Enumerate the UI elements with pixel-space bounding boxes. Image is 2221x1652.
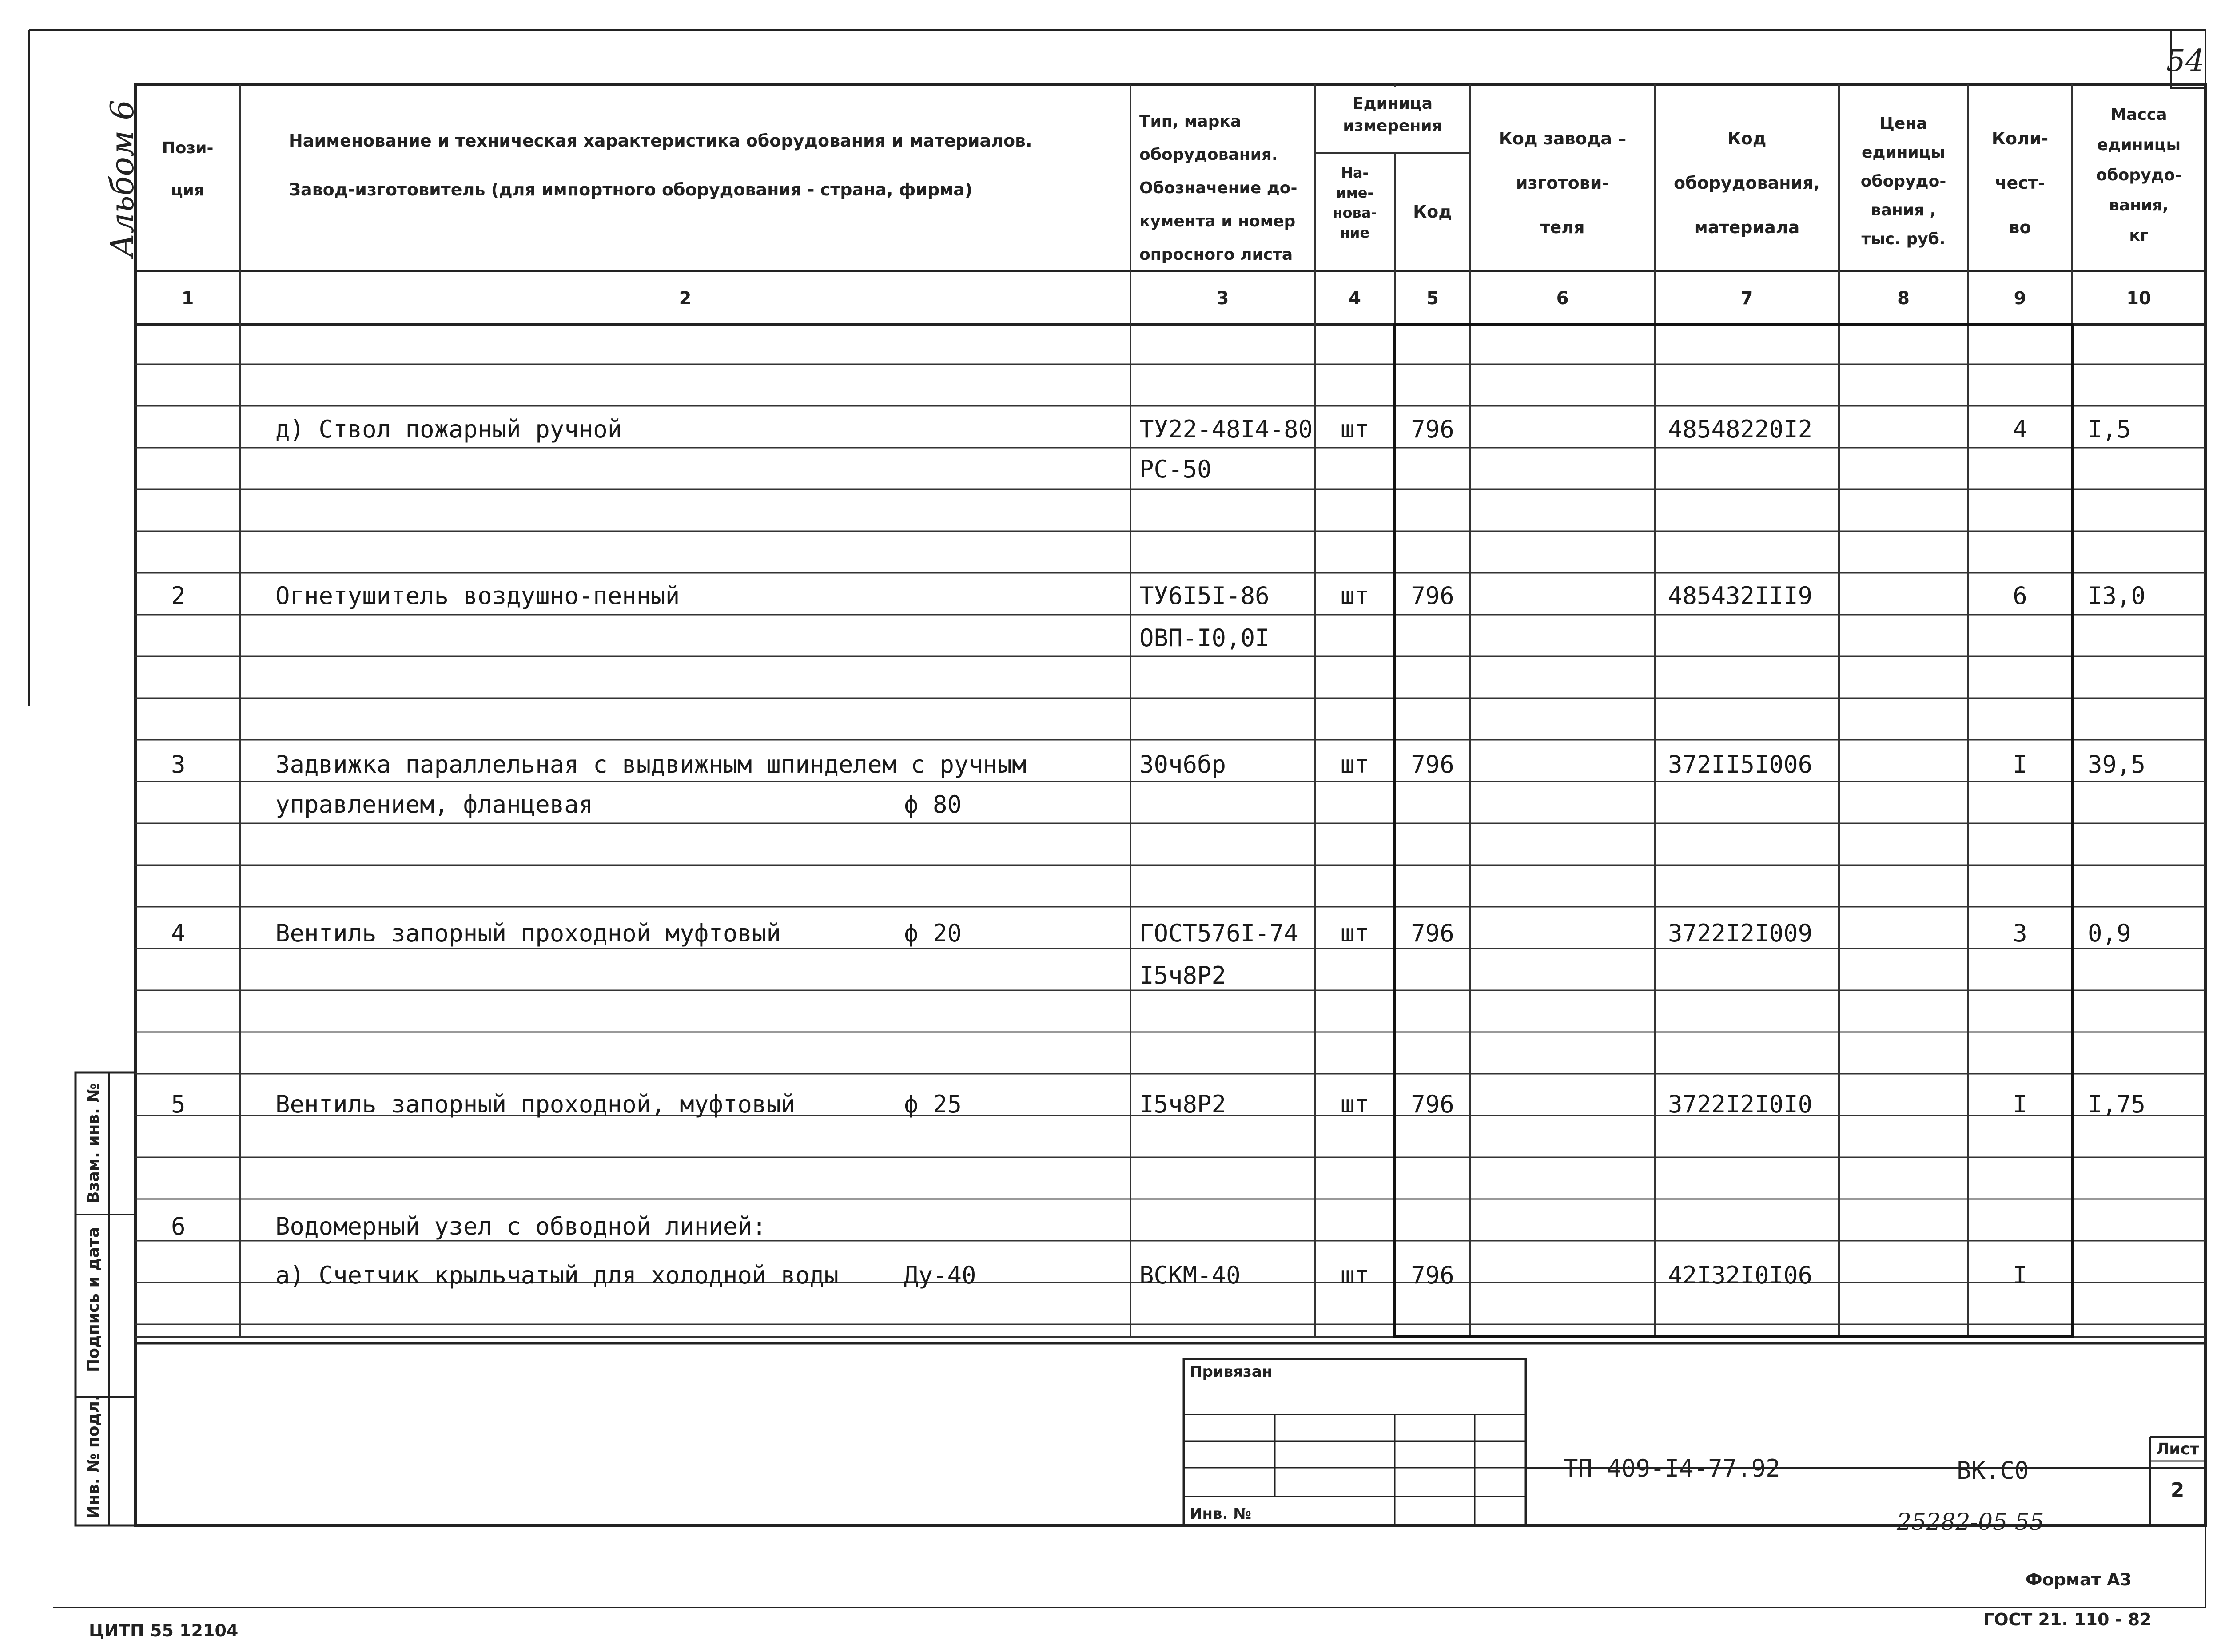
table-row xyxy=(171,1212,766,1240)
header-quantity-line-1: чест- xyxy=(1995,173,2045,193)
stamp-inv-podl: Инв. № подл. xyxy=(84,1395,103,1519)
row-quantity: I xyxy=(2013,751,2027,778)
row-type: I5ч8Р2 xyxy=(1139,961,1226,989)
header-unit-line-1: измерения xyxy=(1343,117,1442,135)
row-equipment-code: 372II5I006 xyxy=(1668,751,1813,778)
row-quantity: 3 xyxy=(2013,919,2027,947)
row-mass: I,75 xyxy=(2088,1090,2146,1118)
column-number-2: 2 xyxy=(679,288,692,309)
row-name: Водомерный узел с обводной линией: xyxy=(275,1212,767,1240)
album-label: Альбом 6 xyxy=(103,99,141,258)
column-number-9: 9 xyxy=(2014,288,2026,309)
header-unit-name-line-1: име- xyxy=(1336,184,1373,201)
row-equipment-code: 3722I2I0I0 xyxy=(1668,1090,1813,1118)
drawing-frame xyxy=(29,30,2205,1608)
table-row xyxy=(171,751,2145,778)
row-mass: I,5 xyxy=(2088,415,2131,443)
table-body xyxy=(171,415,2145,1289)
row-type: ОВП-I0,0I xyxy=(1139,624,1270,652)
row-dimension: ϕ 20 xyxy=(904,919,962,947)
header-unit-code-line-0: Код xyxy=(1413,202,1452,222)
row-unit-code: 796 xyxy=(1411,415,1454,443)
header-price-line-4: тыс. руб. xyxy=(1861,230,1946,248)
header-factory-code-line-1: изготови- xyxy=(1516,173,1609,193)
row-mass: I3,0 xyxy=(2088,582,2146,610)
header-mass-line-0: Масса xyxy=(2110,106,2167,124)
row-dimension: Ду-40 xyxy=(904,1261,976,1289)
row-mass: 39,5 xyxy=(2088,751,2146,778)
row-name: Задвижка параллельная с выдвижным шпинделем с ручным xyxy=(275,751,1027,778)
row-position: 6 xyxy=(171,1212,186,1240)
row-type: 30ч6бр xyxy=(1139,751,1226,778)
row-position: 5 xyxy=(171,1090,186,1118)
gost-label: ГОСТ 21. 110 - 82 xyxy=(1983,1610,2152,1629)
row-name: управлением, фланцевая xyxy=(275,790,593,818)
table-row xyxy=(1139,961,1226,989)
row-quantity: I xyxy=(2013,1261,2027,1289)
header-type-line-4: опросного листа xyxy=(1139,246,1293,264)
row-name: Вентиль запорный проходной, муфтовый xyxy=(275,1090,796,1118)
row-position: 3 xyxy=(171,751,186,778)
row-quantity: 6 xyxy=(2013,582,2027,610)
table-row xyxy=(275,790,962,818)
header-factory-code-line-2: теля xyxy=(1540,218,1585,237)
column-number-5: 5 xyxy=(1426,288,1439,309)
column-number-6: 6 xyxy=(1556,288,1569,309)
header-position-line-1: ция xyxy=(171,181,205,199)
row-position: 2 xyxy=(171,582,186,610)
row-equipment-code: 48548220I2 xyxy=(1668,415,1813,443)
header-name-line-0: Наименование и техническая характеристика оборудования и материалов. xyxy=(289,131,1032,151)
table-row xyxy=(171,919,2131,947)
format-label: Формат А3 xyxy=(2026,1570,2132,1589)
row-unit-code: 796 xyxy=(1411,919,1454,947)
privyazan-label: Привязан xyxy=(1190,1363,1273,1381)
row-unit: шт xyxy=(1340,751,1369,778)
column-number-4: 4 xyxy=(1349,288,1361,309)
column-number-7: 7 xyxy=(1740,288,1753,309)
header-price-line-2: оборудо- xyxy=(1860,172,1946,191)
table-row xyxy=(275,415,2131,443)
row-dimension: ϕ 80 xyxy=(904,790,962,818)
row-name: Огнетушитель воздушно-пенный xyxy=(275,582,680,610)
title-block xyxy=(135,1343,2205,1525)
row-name: а) Счетчик крыльчатый для холодной воды xyxy=(275,1261,839,1289)
column-number-10: 10 xyxy=(2126,288,2151,309)
column-number-3: 3 xyxy=(1216,288,1229,309)
header-price-line-3: вания , xyxy=(1871,201,1936,219)
header-type-line-2: Обозначение до- xyxy=(1139,179,1298,197)
header-equipment-code-line-1: оборудования, xyxy=(1674,173,1820,193)
row-unit: шт xyxy=(1340,1261,1369,1289)
header-mass-line-2: оборудо- xyxy=(2096,166,2182,184)
table-row xyxy=(171,1090,2145,1118)
row-unit-code: 796 xyxy=(1411,751,1454,778)
column-number-8: 8 xyxy=(1897,288,1910,309)
row-unit: шт xyxy=(1340,415,1369,443)
row-type: ТУ22-48I4-80 xyxy=(1139,415,1313,443)
header-type-line-0: Тип, марка xyxy=(1139,112,1242,131)
row-unit-code: 796 xyxy=(1411,1261,1454,1289)
header-mass-line-4: кг xyxy=(2129,226,2149,245)
column-numbers-row xyxy=(182,288,2151,309)
row-type: I5ч8Р2 xyxy=(1139,1090,1226,1118)
header-unit-line-0: Единица xyxy=(1353,95,1433,113)
header-mass-line-1: единицы xyxy=(2097,136,2181,154)
header-equipment-code-line-2: материала xyxy=(1694,218,1800,237)
stamp-podpis-data: Подпись и дата xyxy=(84,1227,103,1372)
header-type-line-3: кумента и номер xyxy=(1139,212,1296,230)
header-name-line-1: Завод-изготовитель (для импортного оборудования - страна, фирма) xyxy=(289,180,973,199)
row-type: РС-50 xyxy=(1139,455,1212,483)
column-number-1: 1 xyxy=(181,288,194,309)
header-type-line-1: оборудования. xyxy=(1139,146,1278,164)
header-price-line-1: единицы xyxy=(1861,143,1946,162)
table-row xyxy=(275,1261,2027,1289)
print-code: ЦИТП 55 12104 xyxy=(89,1621,239,1640)
row-unit: шт xyxy=(1340,919,1369,947)
row-position: 4 xyxy=(171,919,186,947)
row-name: Вентиль запорный проходной муфтовый xyxy=(275,919,781,947)
header-price-line-0: Цена xyxy=(1879,115,1927,133)
row-unit-code: 796 xyxy=(1411,582,1454,610)
row-dimension: ϕ 25 xyxy=(904,1090,962,1118)
sheet-mark: 54 xyxy=(2166,44,2205,79)
row-equipment-code: 3722I2I009 xyxy=(1668,919,1813,947)
header-mass-line-3: вания, xyxy=(2109,196,2169,214)
row-quantity: 4 xyxy=(2013,415,2027,443)
row-unit-code: 796 xyxy=(1411,1090,1454,1118)
header-quantity-line-0: Коли- xyxy=(1991,129,2049,148)
row-type: ВСКМ-40 xyxy=(1139,1261,1241,1289)
row-equipment-code: 42I32I0I06 xyxy=(1668,1261,1813,1289)
bold-code-box xyxy=(1395,324,2072,1337)
row-equipment-code: 485432III9 xyxy=(1668,582,1813,610)
row-type: ТУ6I5I-86 xyxy=(1139,582,1270,610)
row-quantity: I xyxy=(2013,1090,2027,1118)
inv-no-label: Инв. № xyxy=(1190,1505,1252,1523)
table-row xyxy=(171,582,2145,610)
sheet-label: Лист xyxy=(2156,1440,2199,1458)
table-row xyxy=(1139,455,1212,483)
document-code: ТП 409-I4-77.92 xyxy=(1564,1454,1780,1482)
sheet-number: 2 xyxy=(2170,1479,2185,1501)
archive-number: 25282-05 55 xyxy=(1897,1509,2044,1536)
stamp-vzam-inv: Взам. инв. № xyxy=(84,1083,103,1203)
header-equipment-code-line-0: Код xyxy=(1727,129,1767,148)
table-row xyxy=(1139,624,1270,652)
document-mark: ВК.С0 xyxy=(1957,1457,2029,1485)
header-quantity-line-2: во xyxy=(2009,218,2031,237)
header-factory-code-line-0: Код завода – xyxy=(1498,129,1627,148)
row-type: ГОСТ576I-74 xyxy=(1139,919,1298,947)
header-position-line-0: Пози- xyxy=(162,139,214,157)
row-unit: шт xyxy=(1340,1090,1369,1118)
row-unit: шт xyxy=(1340,582,1369,610)
row-name: д) Ствол пожарный ручной xyxy=(275,415,622,443)
row-mass: 0,9 xyxy=(2088,919,2131,947)
header-unit-name-line-3: ние xyxy=(1340,224,1370,241)
header-unit-name-line-0: На- xyxy=(1341,164,1369,181)
header-unit-name-line-2: нова- xyxy=(1333,204,1377,221)
table-header xyxy=(162,95,2182,264)
